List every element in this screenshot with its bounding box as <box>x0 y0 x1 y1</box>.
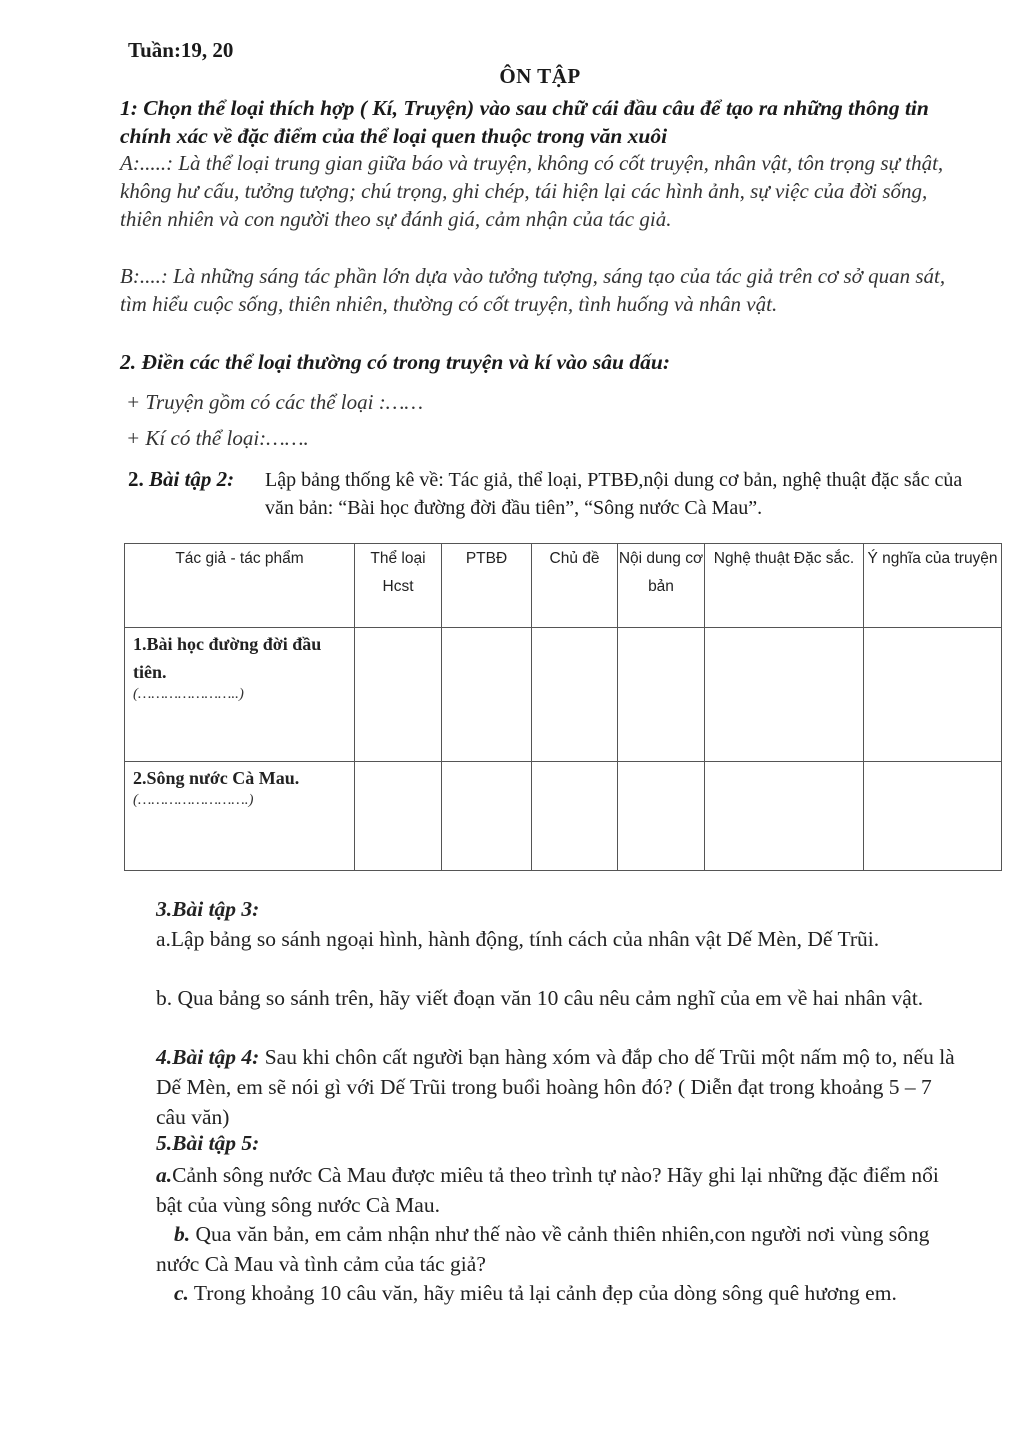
table-cell-work <box>125 762 355 871</box>
table-row <box>125 628 1002 762</box>
header-author-work: Tác giả - tác phẩm <box>125 544 355 628</box>
section1-item-a: A:.....: Là thể loại trung gian giữa báo và truyện, không có cốt truyện, nhân vật, tôn trọng sự thật, không hư cấu, tưởng tượng; chú trọng, ghi chép, tái hiện lại các hình ảnh, sự việc của đời sống, thiên nhiên và con người theo sự đánh giá, cảm nhận của tác giả. <box>120 151 944 231</box>
exercise5-part-b: b. Qua văn bản, em cảm nhận như thế nào về cảnh thiên nhiên,con người nơi vùng sông nước Cà Mau và tình cảm của tác giả? <box>156 1222 930 1276</box>
table-cell[interactable] <box>355 762 442 871</box>
table-cell[interactable] <box>618 628 705 762</box>
table-cell[interactable] <box>864 762 1002 871</box>
story-genres-line: + Truyện gồm có các thể loại :…… <box>126 390 424 414</box>
exercise4-text: Sau khi chôn cất người bạn hàng xóm và đắp cho dế Trũi một nấm mộ to, nếu là Dế Mèn, em sẽ nói gì với Dế Trũi trong buổi hoàng hôn đó? ( Diễn đạt trong khoảng 5 – 7 câu văn) <box>156 1045 955 1129</box>
table-cell-work <box>125 628 355 762</box>
author-blank: (…………………..) <box>133 686 244 702</box>
exercise4 <box>156 1042 956 1132</box>
exercise3-heading: 3.Bài tập 3: <box>156 897 260 921</box>
exercise3-part-b: b. Qua bảng so sánh trên, hãy viết đoạn văn 10 câu nêu cảm nghĩ của em về hai nhân vật. <box>156 986 924 1010</box>
section1-item-b: B:....: Là những sáng tác phần lớn dựa vào tưởng tượng, sáng tạo của tác giả trên cơ sở quan sát, tìm hiểu cuộc sống, thiên nhiên, thường có cốt truyện, tình huống và nhân vật. <box>120 264 946 316</box>
header-genre: Thể loại Hcst <box>355 544 442 628</box>
section1-heading: 1: Chọn thể loại thích hợp ( Kí, Truyện) vào sau chữ cái đầu câu để tạo ra những thông tin chính xác về đặc điểm của thể loại quen thuộc trong văn xuôi <box>120 96 929 148</box>
table-cell[interactable] <box>705 762 864 871</box>
page-title: ÔN TẬP <box>499 64 581 88</box>
table-cell[interactable] <box>442 628 532 762</box>
table-cell[interactable] <box>618 762 705 871</box>
table-header-row <box>125 544 1002 628</box>
week-label: Tuần:19, 20 <box>128 38 234 62</box>
exercise5-part-a: a.Cảnh sông nước Cà Mau được miêu tả theo trình tự nào? Hãy ghi lại những đặc điểm nổi bật của vùng sông nước Cà Mau. <box>156 1163 939 1217</box>
table-cell[interactable] <box>532 762 618 871</box>
header-theme: Chủ đề <box>532 544 618 628</box>
section2-heading: 2. Điền các thể loại thường có trong truyện và kí vào sâu dấu: <box>120 350 670 374</box>
table-cell[interactable] <box>864 628 1002 762</box>
table-cell[interactable] <box>532 628 618 762</box>
exercise2-text: Lập bảng thống kê về: Tác giả, thể loại, PTBĐ,nội dung cơ bản, nghệ thuật đặc sắc của văn bản: “Bài học đường đời đầu tiên”, “Sông nước Cà Mau”. <box>265 469 963 519</box>
work-title: 2.Sông nước Cà Mau. <box>133 768 300 788</box>
work-title: 1.Bài học đường đời đầu tiên. <box>133 634 322 682</box>
exercise4-label: 4.Bài tập 4: <box>156 1045 260 1069</box>
table-cell[interactable] <box>355 628 442 762</box>
header-expression-mode: PTBĐ <box>442 544 532 628</box>
exercise3-part-a: a.Lập bảng so sánh ngoại hình, hành động, tính cách của nhân vật Dế Mèn, Dế Trũi. <box>156 927 880 951</box>
exercise2-label: 2. Bài tập 2: <box>128 467 235 491</box>
memoir-genres-line: + Kí có thể loại:……. <box>126 426 309 450</box>
header-meaning: Ý nghĩa của truyện <box>864 544 1002 628</box>
table-row <box>125 762 1002 871</box>
table-cell[interactable] <box>705 628 864 762</box>
header-content: Nội dung cơ bản <box>618 544 705 628</box>
exercise5-part-c: c. Trong khoảng 10 câu văn, hãy miêu tả lại cảnh đẹp của dòng sông quê hương em. <box>174 1281 897 1305</box>
author-blank: (…………………….) <box>133 792 254 808</box>
table-cell[interactable] <box>442 762 532 871</box>
header-art: Nghệ thuật Đặc sắc. <box>705 544 864 628</box>
exercise5-heading: 5.Bài tập 5: <box>156 1131 260 1155</box>
statistics-table <box>124 543 1002 871</box>
